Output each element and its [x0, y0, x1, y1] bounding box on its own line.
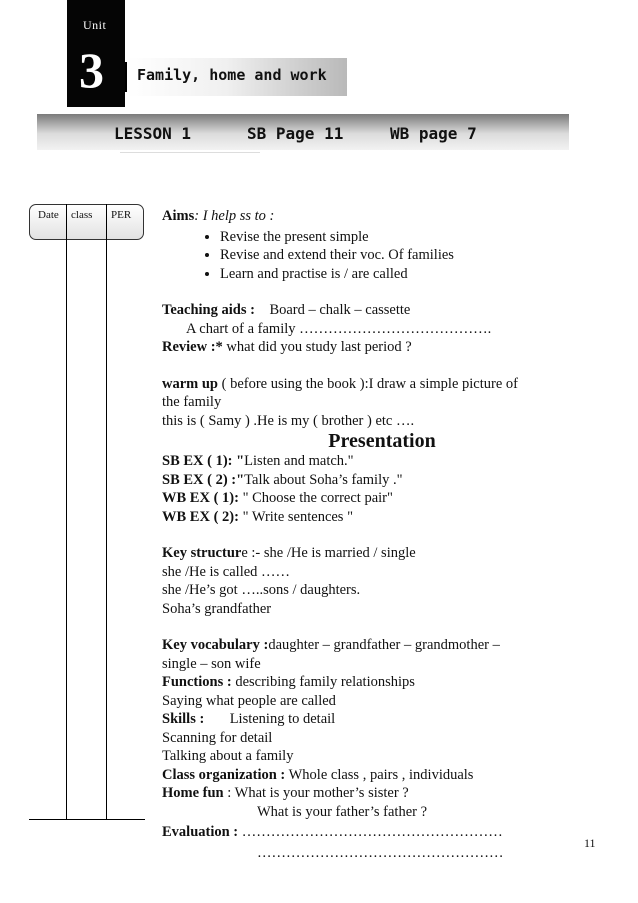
table-column-line [106, 240, 107, 820]
class-organization-label: Class organization : [162, 766, 286, 783]
warm-up-line3: this is ( Samy ) .He is my ( brother ) etc …. [162, 412, 415, 429]
aims-list [162, 228, 582, 284]
list-item: • Learn and practise is / are called [220, 265, 582, 284]
skills-line [162, 710, 582, 729]
key-vocabulary-line2: single – son wife [162, 655, 261, 672]
presentation-heading: Presentation [328, 430, 436, 452]
aims-intro: : I help ss to : [194, 208, 275, 224]
exercise-label: SB EX ( 1): " [162, 453, 245, 469]
home-fun-line [162, 784, 582, 803]
exercise-line [162, 471, 582, 490]
warm-up-label: warm up [162, 375, 218, 392]
teaching-aids-label: Teaching aids : [162, 302, 255, 318]
evaluation-line [162, 823, 582, 842]
list-item: • Revise the present simple [220, 228, 582, 247]
evaluation-value: ……………………………………………… [238, 824, 503, 840]
teaching-aids-line2: A chart of a family …………………………………. [186, 320, 492, 337]
class-organization-value: Whole class , pairs , individuals [285, 766, 474, 783]
home-fun-label: Home fun [162, 785, 224, 801]
review-value: what did you study last period ? [222, 339, 412, 355]
key-structure-example: she /He is called …… [162, 563, 291, 580]
exercise-line [162, 452, 582, 471]
wb-page: WB page 7 [390, 124, 477, 143]
home-fun-value: : What is your mother’s sister ? [223, 785, 409, 801]
teaching-aids-line [162, 301, 582, 320]
unit-number: 3 [79, 42, 104, 98]
table-column-line [66, 240, 67, 820]
key-structure-example: she /He’s got …..sons / daughters. [162, 582, 361, 598]
sb-page: SB Page 11 [247, 124, 344, 143]
lesson-number: LESSON 1 [114, 124, 192, 143]
header-divider [106, 204, 107, 240]
warm-up-line2: the family [162, 394, 222, 410]
key-structure-label: Key structur [162, 545, 242, 561]
exercise-text: " Write sentences " [238, 508, 353, 525]
class-organization-line [162, 766, 582, 785]
lesson-underline [120, 152, 260, 153]
key-structure-line [162, 544, 582, 563]
key-structure-value: e :- she /He is married / single [241, 545, 416, 561]
review-line [162, 338, 582, 357]
exercise-line [162, 508, 582, 527]
skills-value: Listening to detail [204, 711, 336, 727]
warm-up-line [162, 375, 582, 394]
header-divider [66, 204, 67, 240]
teaching-aids-value: Board – chalk – cassette [269, 302, 411, 318]
key-vocabulary-value: daughter – grandfather – grandmother – [268, 637, 500, 653]
aims-label: Aims [162, 208, 195, 224]
page-number: 11 [584, 836, 596, 850]
skills-item: Scanning for detail [162, 729, 273, 746]
evaluation-line2: …………………………………………… [257, 844, 504, 861]
date-column-header: Date [38, 209, 59, 221]
unit-title: Family, home and work [137, 66, 327, 84]
functions-line [162, 673, 582, 692]
per-column-header: PER [111, 209, 132, 221]
unit-title-separator [125, 62, 127, 92]
aims-line [162, 207, 582, 226]
lesson-plan-content [162, 207, 582, 862]
class-column-header: class [71, 209, 93, 221]
exercise-text: " Choose the correct pair" [238, 490, 393, 506]
unit-label: Unit [83, 18, 107, 32]
exercise-label: SB EX ( 2) :" [162, 471, 245, 488]
exercise-text: Talk about Soha’s family ." [244, 471, 403, 488]
key-structure-example: Soha’s grandfather [162, 600, 272, 617]
exercise-line [162, 489, 582, 508]
warm-up-value: ( before using the book ):I draw a simple picture of [218, 375, 518, 392]
home-fun-line2: What is your father’s father ? [257, 803, 428, 820]
key-vocabulary-label: Key vocabulary : [162, 637, 269, 653]
skills-label: Skills : [162, 711, 205, 727]
skills-item: Talking about a family [162, 748, 294, 764]
functions-line2: Saying what people are called [162, 692, 336, 709]
exercise-label: WB EX ( 2): [162, 508, 239, 525]
exercise-label: WB EX ( 1): [162, 490, 239, 506]
functions-label: Functions : [162, 674, 232, 690]
list-item: • Revise and extend their voc. Of families [220, 246, 582, 265]
key-vocabulary-line [162, 636, 582, 655]
review-label: Review :* [162, 339, 223, 355]
evaluation-label: Evaluation : [162, 824, 239, 840]
exercise-text: Listen and match." [244, 453, 354, 469]
table-bottom-line [29, 819, 145, 820]
functions-value: describing family relationships [231, 674, 415, 690]
